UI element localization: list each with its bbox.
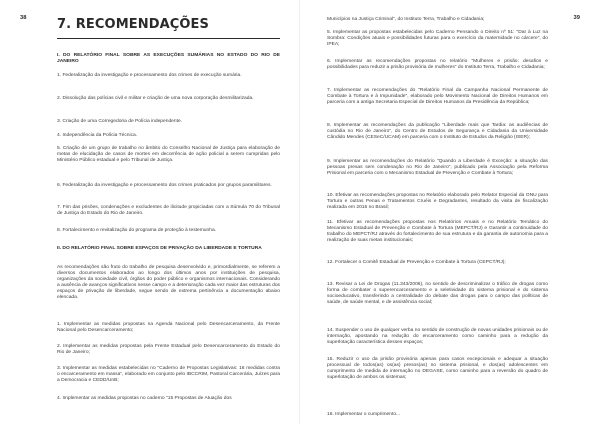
paragraph: 5. Implementar as propostas estabelecidas pelo Caderno Pensando o Direito nº 51: "Dar à Luz na Sombra: Condições atuais e possibilidades futuras para o exercício da maternidade no cárcere", do IPEA;	[327, 30, 548, 48]
section-title: 7. RECOMENDAÇÕES	[57, 17, 209, 32]
paragraph: 2. Dissolução das polícias civil e militar e criação de uma nova corporação desmilitarizada.	[57, 96, 254, 101]
paragraph: 10. Efetivar as recomendações propostas no Relatório elaborado pelo Relator Especial da ONU para Tortura e outras Penas e Tratamentos Cruéis e Degradantes, resultado da visita de fiscalização realizada em 2016 no Brasil;	[327, 193, 548, 211]
paragraph: 7. Fim das prisões, condenações e excludentes de ilicitude propiciadas com a Súmula 70 do Tribunal de Justiça do Estado do Rio de Janeiro.	[57, 205, 280, 217]
right-page-body	[327, 0, 548, 424]
paragraph: 16. Implementar o cumprimento...	[327, 412, 401, 417]
paragraph: 5. Criação de um grupo de trabalho no âmbito do Conselho Nacional de Justiça para elaboração de metas de elucidação de casos de mortes em decorrência de ação policial a serem cumpridas pelo Ministério Público estadual e pelo Tribunal de Justiça.	[57, 146, 280, 164]
paragraph: 1. Federalização da investigação e processamento dos crimes de execução sumária.	[57, 73, 242, 78]
section-2-heading: II. DO RELATÓRIO FINAL SOBRE ESPAÇOS DE PRIVAÇÃO DA LIBERDADE E TORTURA	[57, 246, 262, 251]
paragraph: 12. Fortalecer o Comitê Estadual de Prevenção e Combate à Tortura (CEPCT/RJ);	[327, 260, 506, 265]
paragraph: 11. Efetivar as recomendações propostas nos Relatórios Anuais e no Relatório Temático do Mecanismo Estadual de Prevenção e Combate à Tortura (MEPCT/RJ) e Garantir a continuidade do trabalho do MEPCT/RJ através do fortalecimento de sua estrutura e da garantia de autonomia para a realização de suas metas institucionais;	[327, 220, 548, 244]
paragraph: 6. Implementar as recomendações propostas no relatório "Mulheres e prisão: desafios e possibilidades para reduzir a prisão provisória de mulheres" do Instituto Terra, Trabalho e Cidadania;	[327, 59, 548, 71]
paragraph: 1. Implementar as medidas propostas na Agenda Nacional pelo Desencarceramento, da Frente Nacional pelo Desencarceramento;	[57, 322, 280, 334]
paragraph: 9. Implementar as recomendações do Relatório "Quando a Liberdade é Exceção: a situação das pessoas presas sem condenação no Rio de Janeiro", publicado pela Associação pela Reforma Prisional em parceria com o Mecanismo Estadual de Prevenção e Combate à Tortura;	[327, 159, 548, 177]
paragraph: Municípios na Justiça Criminal", do Instituto Terra, Trabalho e Cidadania;	[327, 17, 485, 22]
paragraph: 15. Reduzir o uso da prisão provisória apenas para casos excepcionais e adequar a situação processual de todos(as) os(as) presos(as) no sistema prisional, e dos(as) adolescentes em cumprimento de medida de internação no DEGASE, como caminho para a reversão do quadro de superlotação de ambos os sistemas;	[327, 357, 548, 381]
paragraph: 6. Federalização da investigação e processamento dos crimes praticados por grupos paramilitares.	[57, 183, 272, 188]
paragraph: 4. Implementar as medidas propostas no caderno "15 Propostas de Atuação dos	[57, 396, 232, 401]
paragraph: As recomendações são fruto do trabalho de pesquisa desenvolvido e, primordialmente, se referem a diversos documentos elaborados ao longo dos últimos anos por instituições de pesquisa, organizações da sociedade civil, órgãos do poder público e organismos internacionais. Considerando a ausência de avanços significativos nesse campo e a deterioração cada vez maior das estruturas dos espaços de privação de liberdade, segue sendo de extrema pertinência a documentação abaixo elencada.	[57, 265, 280, 301]
paragraph: 8. Implementar as recomendações da publicação "Liberdade mais que Tardia: as audiências de custódia no Rio de Janeiro", do Centro de Estudos de Segurança e Cidadania da Universidade Cândido Mendes (CESeC/UCAM) em parceria com o Instituto de Estudos da Religião (ISER);	[327, 123, 548, 141]
paragraph: 14. Suspender o uso de qualquer verba no sentido de construção de novas unidades prisionais ou de internação, apostando na redução do encarceramento como caminho para a redução da superlotação característica desses espaços;	[327, 328, 548, 346]
paragraph: 13. Revisar a Lei de Drogas (11.343/2006), no sentido de descriminalizar o tráfico de drogas como forma de combater o superencarceramento e a seletividade do sistema prisional e do sistema socioeducativo, transferindo a centralidade do debate das drogas para o campo das políticas de saúde, de saúde mental, e de assistência social;	[327, 282, 548, 306]
page-number-left: 38	[20, 15, 27, 21]
paragraph: 4. Independência da Polícia Técnica.	[57, 133, 138, 138]
section-1-heading: I. DO RELATÓRIO FINAL SOBRE AS EXECUÇÕES SUMÁRIAS NO ESTADO DO RIO DE JANEIRO	[57, 53, 280, 65]
paragraph: 7. Implementar as recomendações do "Relatório Final da Campanha Nacional Permanente de Combate à Tortura e à Impunidade", elaborado pelo Movimento Nacional de Direitos Humanos em parceria com a antiga Secretaria Especial de Direitos Humanos da Presidência da República;	[327, 88, 548, 106]
left-page-body	[57, 0, 280, 424]
paragraph: 3. Implementar as medidas estabelecidas no "Caderno de Propostas Legislativas: 16 medidas contra o encarceramento em massa", elaborado em conjunto pelo IBCCRIM, Pastoral Carcerária, Juízes para a Democracia e CEDD/UnB;	[57, 366, 280, 384]
paragraph: 2. Implementar as medidas propostas pela Frente Estadual pelo Desencarceramento do Estado do Rio de Janeiro;	[57, 344, 280, 356]
page-number-right: 39	[573, 15, 580, 21]
page-gutter	[299, 0, 300, 424]
paragraph: 3. Criação de uma Corregedoria de Polícia independente.	[57, 119, 183, 124]
paragraph: 8. Fortalecimento e revitalização do programa de proteção à testemunha.	[57, 228, 217, 233]
